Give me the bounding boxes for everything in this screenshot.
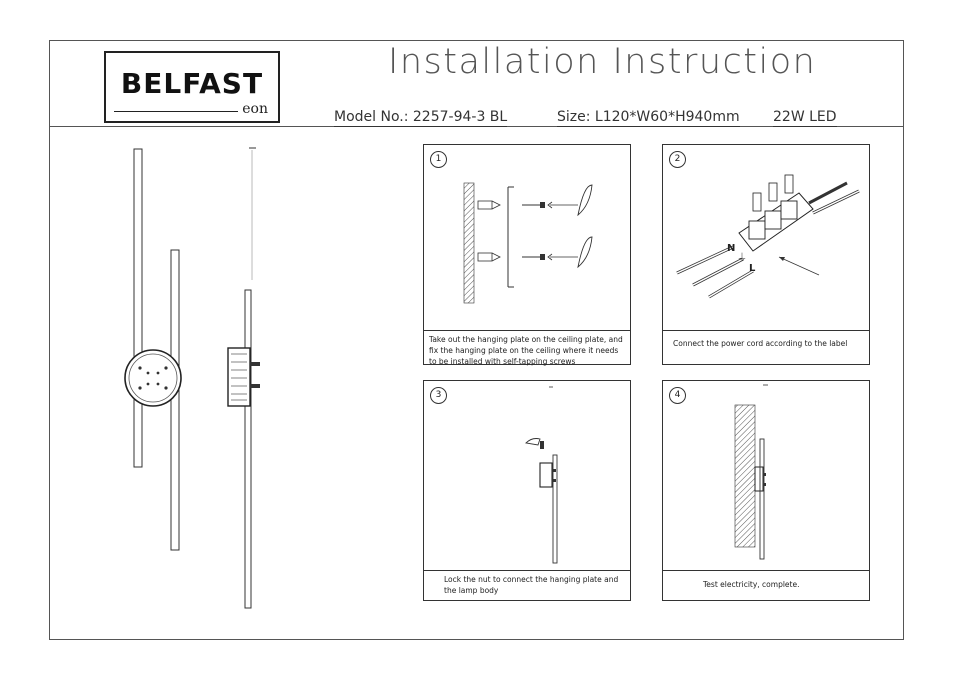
step-4-divider bbox=[663, 570, 869, 571]
step-2-caption: Connect the power cord according to the label bbox=[673, 339, 848, 348]
brand-name: BELFAST bbox=[120, 67, 264, 100]
logo-underline bbox=[114, 111, 238, 112]
step-3-panel bbox=[423, 380, 631, 601]
product-front-view bbox=[120, 140, 200, 560]
brand-subline: eon bbox=[242, 101, 268, 117]
wall-mount-diagram bbox=[460, 175, 630, 315]
step-2-panel bbox=[662, 144, 870, 365]
terminal-label-n: N bbox=[727, 243, 736, 254]
terminal-label-l: L bbox=[749, 263, 756, 274]
step-4-caption: Test electricity, complete. bbox=[703, 580, 800, 589]
terminal-block-diagram bbox=[669, 173, 869, 313]
terminal-label-earth: ⏚ bbox=[737, 253, 747, 264]
product-side-view bbox=[225, 140, 275, 620]
lamp-body-attach-diagram bbox=[514, 385, 574, 565]
step-1-divider bbox=[424, 330, 630, 331]
step-3-divider bbox=[424, 570, 630, 571]
step-1-caption: Take out the hanging plate on the ceiling plate, and fix the hanging plate on the ceiling where it needs to be installed with self-tapping screws bbox=[429, 335, 623, 366]
model-number: Model No.: 2257-94-3 BL bbox=[334, 109, 508, 125]
size-spec: Size: L120*W60*H940mm bbox=[557, 109, 740, 125]
installed-lamp-diagram bbox=[731, 383, 791, 563]
step-3-caption: Lock the nut to connect the hanging plate and the lamp body bbox=[444, 575, 619, 595]
step-2-number: 2 bbox=[669, 151, 686, 168]
document-title: Installation Instruction bbox=[388, 42, 817, 82]
step-1-number: 1 bbox=[430, 151, 447, 168]
step-2-divider bbox=[663, 330, 869, 331]
step-3-number: 3 bbox=[430, 387, 447, 404]
step-1-panel bbox=[423, 144, 631, 365]
step-4-panel bbox=[662, 380, 870, 601]
step-4-number: 4 bbox=[669, 387, 686, 404]
power-spec: 22W LED bbox=[773, 109, 837, 125]
brand-logo bbox=[104, 51, 280, 123]
